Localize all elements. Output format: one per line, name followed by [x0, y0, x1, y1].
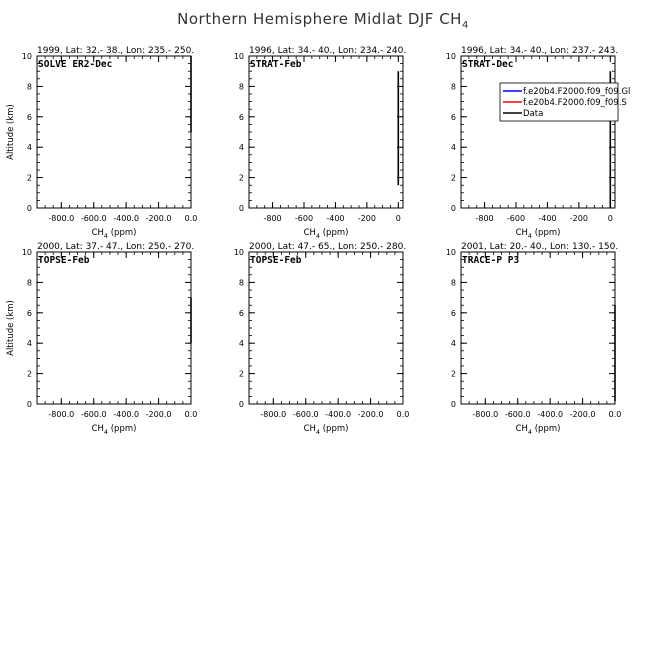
y-tick-label: 0	[238, 204, 244, 213]
plot-frame	[249, 252, 403, 404]
x-tick-label: 0	[395, 214, 401, 223]
x-axis-label-unit: (ppm)	[108, 228, 137, 238]
panel-header: 2001, Lat: 20.- 40., Lon: 130.- 150.	[461, 242, 619, 252]
x-tick-label: -400.0	[325, 410, 352, 419]
plot-frame	[37, 56, 191, 208]
y-axis-label: Altitude (km)	[6, 104, 16, 160]
y-tick-label: 2	[238, 173, 244, 183]
y-tick-label: 2	[450, 173, 456, 183]
plot-frame	[461, 252, 615, 404]
x-axis-label-main: CH	[515, 424, 528, 434]
x-axis-label-unit: (ppm)	[320, 424, 349, 434]
x-tick-label: -800.0	[472, 410, 499, 419]
y-tick-label: 6	[26, 308, 32, 318]
y-tick-label: 10	[445, 52, 456, 61]
x-axis-label-main: CH	[91, 228, 104, 238]
panel-6	[446, 242, 622, 436]
legend-label: f.e20b4.F2000.f09_f09.S	[523, 98, 627, 108]
x-tick-label: -800	[263, 214, 282, 223]
x-tick-label: -400.0	[537, 410, 564, 419]
y-tick-label: 8	[238, 278, 244, 288]
y-tick-label: 4	[26, 143, 32, 153]
figure-title-subscript: 4	[461, 20, 469, 31]
plot-frame	[37, 252, 191, 404]
x-axis-label	[516, 228, 561, 240]
campaign-tag: TOPSE-Feb	[250, 255, 302, 266]
y-tick-label: 8	[26, 82, 32, 92]
x-tick-label: -600.0	[504, 410, 531, 419]
x-axis-label-subscript: 4	[103, 428, 109, 436]
x-tick-label: -200.0	[145, 410, 172, 419]
x-tick-label: -400.0	[113, 410, 140, 419]
y-tick-label: 4	[238, 143, 244, 153]
x-axis-label-main: CH	[303, 424, 316, 434]
y-tick-label: 4	[238, 339, 244, 349]
x-tick-label: -400	[538, 214, 557, 223]
legend-label: Data	[523, 109, 544, 119]
x-axis-label-unit: (ppm)	[532, 424, 561, 434]
x-tick-label: -200.0	[145, 214, 172, 223]
y-tick-label: 10	[233, 52, 244, 61]
campaign-tag: STRAT-Feb	[250, 59, 302, 70]
y-tick-label: 10	[233, 248, 244, 257]
y-tick-label: 2	[450, 369, 456, 379]
x-tick-label: -800.0	[260, 410, 287, 419]
x-axis-label-subscript: 4	[527, 232, 533, 240]
x-axis-label-subscript: 4	[315, 232, 321, 240]
y-tick-label: 0	[238, 400, 244, 409]
x-tick-label: -200.0	[569, 410, 596, 419]
y-tick-label: 4	[450, 143, 456, 153]
y-tick-label: 0	[450, 204, 456, 213]
x-tick-label: 0.0	[608, 410, 622, 419]
y-tick-label: 0	[26, 204, 32, 213]
x-axis-label-main: CH	[91, 424, 104, 434]
y-tick-label: 2	[26, 369, 32, 379]
campaign-tag: TOPSE-Feb	[38, 255, 90, 266]
x-tick-label: -600.0	[80, 410, 107, 419]
x-axis-label-subscript: 4	[103, 232, 109, 240]
y-tick-label: 4	[450, 339, 456, 349]
y-tick-label: 4	[26, 339, 32, 349]
legend-label: f.e20b4.F2000.f09_f09.Gl	[523, 87, 631, 97]
plot-frame	[461, 56, 615, 208]
x-tick-label: -400.0	[113, 214, 140, 223]
x-axis-label	[516, 424, 561, 436]
x-tick-label: -800.0	[48, 214, 75, 223]
x-axis-label-subscript: 4	[527, 428, 533, 436]
x-axis-label-unit: (ppm)	[108, 424, 137, 434]
campaign-tag: SOLVE ER2-Dec	[38, 59, 113, 70]
figure-title	[177, 10, 469, 31]
y-tick-label: 6	[450, 112, 456, 122]
y-tick-label: 8	[450, 82, 456, 92]
y-tick-label: 6	[238, 112, 244, 122]
x-axis-label	[304, 424, 349, 436]
x-axis-label	[92, 424, 137, 436]
plot-frame	[249, 56, 403, 208]
panel-3	[446, 46, 631, 240]
y-tick-label: 8	[450, 278, 456, 288]
y-tick-label: 0	[450, 400, 456, 409]
panel-5	[234, 242, 410, 436]
campaign-tag: TRACE-P P3	[462, 255, 520, 266]
panel-header: 2000, Lat: 37.- 47., Lon: 250.- 270.	[37, 242, 195, 252]
panel-1	[6, 46, 197, 240]
x-tick-label: 0.0	[396, 410, 410, 419]
x-axis-label-subscript: 4	[315, 428, 321, 436]
y-tick-label: 8	[26, 278, 32, 288]
y-tick-label: 10	[21, 248, 32, 257]
figure-title-text: Northern Hemisphere Midlat DJF CH	[177, 10, 462, 28]
x-tick-label: 0	[607, 214, 613, 223]
y-tick-label: 10	[21, 52, 32, 61]
x-tick-label: -800.0	[48, 410, 75, 419]
y-tick-label: 6	[238, 308, 244, 318]
panel-4	[6, 242, 197, 436]
panels	[6, 46, 630, 436]
panel-header: 2000, Lat: 47.- 65., Lon: 250.- 280.	[249, 242, 407, 252]
panel-header: 1996, Lat: 34.- 40., Lon: 234.- 240.	[249, 46, 407, 56]
y-axis-label: Altitude (km)	[6, 300, 16, 356]
panel-header: 1999, Lat: 32.- 38., Lon: 235.- 250.	[37, 46, 195, 56]
x-tick-label: -800	[475, 214, 494, 223]
panel-2	[234, 46, 406, 240]
x-axis-label-main: CH	[303, 228, 316, 238]
x-tick-label: -400	[326, 214, 345, 223]
x-tick-label: -600	[506, 214, 526, 223]
legend	[500, 83, 630, 121]
x-axis-label-unit: (ppm)	[320, 228, 349, 238]
x-axis-label	[92, 228, 137, 240]
x-tick-label: 0.0	[184, 410, 198, 419]
y-tick-label: 6	[26, 112, 32, 122]
y-tick-label: 2	[26, 173, 32, 183]
y-tick-label: 6	[450, 308, 456, 318]
x-tick-label: -200	[357, 214, 376, 223]
y-tick-label: 2	[238, 369, 244, 379]
x-axis-label	[304, 228, 349, 240]
y-tick-label: 10	[445, 248, 456, 257]
x-axis-label-main: CH	[515, 228, 528, 238]
x-tick-label: -600	[294, 214, 314, 223]
y-tick-label: 0	[26, 400, 32, 409]
x-tick-label: -200	[569, 214, 588, 223]
x-tick-label: 0.0	[184, 214, 198, 223]
panel-header: 1996, Lat: 34.- 40., Lon: 237.- 243.	[461, 46, 619, 56]
x-tick-label: -600.0	[80, 214, 107, 223]
x-tick-label: -600.0	[292, 410, 319, 419]
x-tick-label: -200.0	[357, 410, 384, 419]
campaign-tag: STRAT-Dec	[462, 59, 514, 70]
y-tick-label: 8	[238, 82, 244, 92]
x-axis-label-unit: (ppm)	[532, 228, 561, 238]
